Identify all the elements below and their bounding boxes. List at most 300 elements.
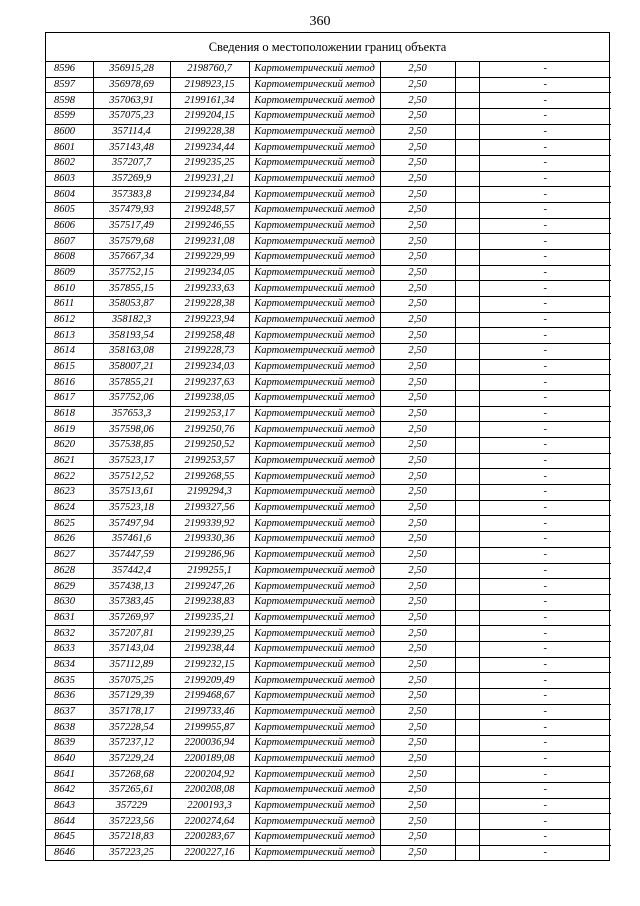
x-coordinate-cell: 357653,3: [93, 406, 170, 422]
description-cell: -: [479, 234, 611, 250]
y-coordinate-cell: 2199228,38: [170, 124, 249, 140]
x-coordinate-cell: 357063,91: [93, 93, 170, 109]
y-coordinate-cell: 2199231,21: [170, 171, 249, 187]
y-coordinate-cell: 2199232,15: [170, 657, 249, 673]
y-coordinate-cell: 2199228,38: [170, 297, 249, 313]
table-row: [46, 547, 611, 563]
description-cell: -: [479, 203, 611, 219]
point-number-cell: 8631: [46, 610, 93, 626]
accuracy-cell: 2,50: [380, 328, 455, 344]
blank-cell: [455, 124, 479, 140]
table-row: [46, 156, 611, 172]
blank-cell: [455, 626, 479, 642]
description-cell: -: [479, 93, 611, 109]
accuracy-cell: 2,50: [380, 469, 455, 485]
table-row: [46, 704, 611, 720]
accuracy-cell: 2,50: [380, 845, 455, 860]
blank-cell: [455, 798, 479, 814]
table-row: [46, 594, 611, 610]
description-cell: -: [479, 171, 611, 187]
x-coordinate-cell: 356915,28: [93, 62, 170, 77]
x-coordinate-cell: 357178,17: [93, 704, 170, 720]
y-coordinate-cell: 2200274,64: [170, 814, 249, 830]
blank-cell: [455, 641, 479, 657]
x-coordinate-cell: 357229: [93, 798, 170, 814]
description-cell: -: [479, 375, 611, 391]
table-row: [46, 344, 611, 360]
x-coordinate-cell: 357269,9: [93, 171, 170, 187]
accuracy-cell: 2,50: [380, 751, 455, 767]
x-coordinate-cell: 357114,4: [93, 124, 170, 140]
blank-cell: [455, 767, 479, 783]
blank-cell: [455, 328, 479, 344]
y-coordinate-cell: 2199238,44: [170, 641, 249, 657]
point-number-cell: 8639: [46, 735, 93, 751]
blank-cell: [455, 375, 479, 391]
point-number-cell: 8608: [46, 250, 93, 266]
accuracy-cell: 2,50: [380, 140, 455, 156]
accuracy-cell: 2,50: [380, 641, 455, 657]
method-cell: Картометрический метод: [249, 673, 380, 689]
blank-cell: [455, 62, 479, 77]
x-coordinate-cell: 357075,25: [93, 673, 170, 689]
method-cell: Картометрический метод: [249, 234, 380, 250]
method-cell: Картометрический метод: [249, 406, 380, 422]
accuracy-cell: 2,50: [380, 579, 455, 595]
y-coordinate-cell: 2199233,63: [170, 281, 249, 297]
description-cell: -: [479, 281, 611, 297]
y-coordinate-cell: 2200193,3: [170, 798, 249, 814]
x-coordinate-cell: 357218,83: [93, 829, 170, 845]
y-coordinate-cell: 2199286,96: [170, 547, 249, 563]
point-number-cell: 8621: [46, 453, 93, 469]
y-coordinate-cell: 2198760,7: [170, 62, 249, 77]
blank-cell: [455, 171, 479, 187]
method-cell: Картометрический метод: [249, 516, 380, 532]
accuracy-cell: 2,50: [380, 62, 455, 77]
method-cell: Картометрический метод: [249, 203, 380, 219]
blank-cell: [455, 563, 479, 579]
point-number-cell: 8645: [46, 829, 93, 845]
point-number-cell: 8606: [46, 218, 93, 234]
point-number-cell: 8615: [46, 359, 93, 375]
x-coordinate-cell: 357229,24: [93, 751, 170, 767]
boundary-table-frame: [45, 32, 610, 861]
description-cell: -: [479, 673, 611, 689]
accuracy-cell: 2,50: [380, 453, 455, 469]
method-cell: Картометрический метод: [249, 782, 380, 798]
description-cell: -: [479, 453, 611, 469]
x-coordinate-cell: 357442,4: [93, 563, 170, 579]
x-coordinate-cell: 357461,6: [93, 532, 170, 548]
point-number-cell: 8643: [46, 798, 93, 814]
table-row: [46, 391, 611, 407]
description-cell: -: [479, 626, 611, 642]
method-cell: Картометрический метод: [249, 563, 380, 579]
table-row: [46, 422, 611, 438]
accuracy-cell: 2,50: [380, 297, 455, 313]
y-coordinate-cell: 2200204,92: [170, 767, 249, 783]
method-cell: Картометрический метод: [249, 77, 380, 93]
description-cell: -: [479, 845, 611, 860]
method-cell: Картометрический метод: [249, 500, 380, 516]
y-coordinate-cell: 2199247,26: [170, 579, 249, 595]
description-cell: -: [479, 62, 611, 77]
x-coordinate-cell: 357265,61: [93, 782, 170, 798]
y-coordinate-cell: 2199235,25: [170, 156, 249, 172]
description-cell: -: [479, 406, 611, 422]
x-coordinate-cell: 357112,89: [93, 657, 170, 673]
blank-cell: [455, 250, 479, 266]
method-cell: Картометрический метод: [249, 281, 380, 297]
y-coordinate-cell: 2199250,76: [170, 422, 249, 438]
table-row: [46, 77, 611, 93]
accuracy-cell: 2,50: [380, 281, 455, 297]
accuracy-cell: 2,50: [380, 422, 455, 438]
accuracy-cell: 2,50: [380, 375, 455, 391]
method-cell: Картометрический метод: [249, 359, 380, 375]
table-row: [46, 626, 611, 642]
point-number-cell: 8613: [46, 328, 93, 344]
point-number-cell: 8596: [46, 62, 93, 77]
method-cell: Картометрический метод: [249, 720, 380, 736]
blank-cell: [455, 77, 479, 93]
table-row: [46, 250, 611, 266]
blank-cell: [455, 610, 479, 626]
table-title: Сведения о местоположении границ объекта: [46, 33, 609, 62]
accuracy-cell: 2,50: [380, 344, 455, 360]
description-cell: -: [479, 610, 611, 626]
blank-cell: [455, 234, 479, 250]
accuracy-cell: 2,50: [380, 626, 455, 642]
method-cell: Картометрический метод: [249, 93, 380, 109]
table-row: [46, 203, 611, 219]
x-coordinate-cell: 357438,13: [93, 579, 170, 595]
blank-cell: [455, 109, 479, 125]
x-coordinate-cell: 357855,15: [93, 281, 170, 297]
table-row: [46, 109, 611, 125]
y-coordinate-cell: 2199327,56: [170, 500, 249, 516]
y-coordinate-cell: 2199228,73: [170, 344, 249, 360]
y-coordinate-cell: 2200189,08: [170, 751, 249, 767]
description-cell: -: [479, 124, 611, 140]
accuracy-cell: 2,50: [380, 203, 455, 219]
table-row: [46, 767, 611, 783]
x-coordinate-cell: 357143,04: [93, 641, 170, 657]
method-cell: Картометрический метод: [249, 594, 380, 610]
table-row: [46, 485, 611, 501]
description-cell: -: [479, 767, 611, 783]
x-coordinate-cell: 358193,54: [93, 328, 170, 344]
accuracy-cell: 2,50: [380, 391, 455, 407]
blank-cell: [455, 673, 479, 689]
blank-cell: [455, 704, 479, 720]
point-number-cell: 8640: [46, 751, 93, 767]
method-cell: Картометрический метод: [249, 109, 380, 125]
accuracy-cell: 2,50: [380, 704, 455, 720]
blank-cell: [455, 532, 479, 548]
point-number-cell: 8599: [46, 109, 93, 125]
description-cell: -: [479, 359, 611, 375]
method-cell: Картометрический метод: [249, 626, 380, 642]
x-coordinate-cell: 357383,45: [93, 594, 170, 610]
accuracy-cell: 2,50: [380, 547, 455, 563]
description-cell: -: [479, 594, 611, 610]
point-number-cell: 8642: [46, 782, 93, 798]
method-cell: Картометрический метод: [249, 297, 380, 313]
blank-cell: [455, 485, 479, 501]
method-cell: Картометрический метод: [249, 767, 380, 783]
y-coordinate-cell: 2199955,87: [170, 720, 249, 736]
table-row: [46, 438, 611, 454]
method-cell: Картометрический метод: [249, 579, 380, 595]
description-cell: -: [479, 391, 611, 407]
blank-cell: [455, 500, 479, 516]
accuracy-cell: 2,50: [380, 594, 455, 610]
accuracy-cell: 2,50: [380, 250, 455, 266]
table-row: [46, 845, 611, 860]
blank-cell: [455, 453, 479, 469]
y-coordinate-cell: 2199339,92: [170, 516, 249, 532]
x-coordinate-cell: 357268,68: [93, 767, 170, 783]
blank-cell: [455, 156, 479, 172]
y-coordinate-cell: 2199161,34: [170, 93, 249, 109]
method-cell: Картометрический метод: [249, 814, 380, 830]
y-coordinate-cell: 2200208,08: [170, 782, 249, 798]
x-coordinate-cell: 358053,87: [93, 297, 170, 313]
point-number-cell: 8598: [46, 93, 93, 109]
point-number-cell: 8625: [46, 516, 93, 532]
page-number: 360: [309, 14, 331, 29]
blank-cell: [455, 265, 479, 281]
point-number-cell: 8605: [46, 203, 93, 219]
table-row: [46, 657, 611, 673]
blank-cell: [455, 814, 479, 830]
method-cell: Картометрический метод: [249, 171, 380, 187]
accuracy-cell: 2,50: [380, 77, 455, 93]
y-coordinate-cell: 2199229,99: [170, 250, 249, 266]
y-coordinate-cell: 2199268,55: [170, 469, 249, 485]
point-number-cell: 8617: [46, 391, 93, 407]
point-number-cell: 8610: [46, 281, 93, 297]
point-number-cell: 8644: [46, 814, 93, 830]
y-coordinate-cell: 2199330,36: [170, 532, 249, 548]
accuracy-cell: 2,50: [380, 798, 455, 814]
description-cell: -: [479, 187, 611, 203]
accuracy-cell: 2,50: [380, 124, 455, 140]
description-cell: -: [479, 328, 611, 344]
y-coordinate-cell: 2199250,52: [170, 438, 249, 454]
y-coordinate-cell: 2199238,83: [170, 594, 249, 610]
method-cell: Картометрический метод: [249, 751, 380, 767]
table-row: [46, 453, 611, 469]
method-cell: Картометрический метод: [249, 704, 380, 720]
table-row: [46, 720, 611, 736]
blank-cell: [455, 422, 479, 438]
blank-cell: [455, 312, 479, 328]
y-coordinate-cell: 2199733,46: [170, 704, 249, 720]
y-coordinate-cell: 2200036,94: [170, 735, 249, 751]
method-cell: Картометрический метод: [249, 422, 380, 438]
boundary-table: [46, 62, 611, 860]
table-row: [46, 798, 611, 814]
accuracy-cell: 2,50: [380, 532, 455, 548]
description-cell: -: [479, 140, 611, 156]
accuracy-cell: 2,50: [380, 218, 455, 234]
table-row: [46, 751, 611, 767]
blank-cell: [455, 782, 479, 798]
blank-cell: [455, 594, 479, 610]
table-row: [46, 782, 611, 798]
point-number-cell: 8614: [46, 344, 93, 360]
accuracy-cell: 2,50: [380, 657, 455, 673]
table-row: [46, 171, 611, 187]
table-row: [46, 563, 611, 579]
method-cell: Картометрический метод: [249, 610, 380, 626]
description-cell: -: [479, 438, 611, 454]
method-cell: Картометрический метод: [249, 218, 380, 234]
description-cell: -: [479, 516, 611, 532]
point-number-cell: 8602: [46, 156, 93, 172]
blank-cell: [455, 469, 479, 485]
point-number-cell: 8609: [46, 265, 93, 281]
accuracy-cell: 2,50: [380, 814, 455, 830]
description-cell: -: [479, 735, 611, 751]
blank-cell: [455, 187, 479, 203]
y-coordinate-cell: 2198923,15: [170, 77, 249, 93]
x-coordinate-cell: 357383,8: [93, 187, 170, 203]
point-number-cell: 8611: [46, 297, 93, 313]
method-cell: Картометрический метод: [249, 453, 380, 469]
table-row: [46, 187, 611, 203]
table-row: [46, 218, 611, 234]
blank-cell: [455, 579, 479, 595]
blank-cell: [455, 140, 479, 156]
accuracy-cell: 2,50: [380, 485, 455, 501]
x-coordinate-cell: 357207,7: [93, 156, 170, 172]
method-cell: Картометрический метод: [249, 156, 380, 172]
accuracy-cell: 2,50: [380, 563, 455, 579]
point-number-cell: 8618: [46, 406, 93, 422]
x-coordinate-cell: 357143,48: [93, 140, 170, 156]
blank-cell: [455, 391, 479, 407]
method-cell: Картометрический метод: [249, 688, 380, 704]
table-row: [46, 532, 611, 548]
x-coordinate-cell: 357497,94: [93, 516, 170, 532]
method-cell: Картометрический метод: [249, 312, 380, 328]
point-number-cell: 8646: [46, 845, 93, 860]
table-row: [46, 93, 611, 109]
x-coordinate-cell: 357855,21: [93, 375, 170, 391]
y-coordinate-cell: 2199237,63: [170, 375, 249, 391]
table-row: [46, 140, 611, 156]
accuracy-cell: 2,50: [380, 500, 455, 516]
point-number-cell: 8612: [46, 312, 93, 328]
y-coordinate-cell: 2199239,25: [170, 626, 249, 642]
method-cell: Картометрический метод: [249, 375, 380, 391]
table-row: [46, 359, 611, 375]
table-row: [46, 124, 611, 140]
point-number-cell: 8626: [46, 532, 93, 548]
x-coordinate-cell: 357129,39: [93, 688, 170, 704]
accuracy-cell: 2,50: [380, 156, 455, 172]
method-cell: Картометрический метод: [249, 187, 380, 203]
accuracy-cell: 2,50: [380, 516, 455, 532]
y-coordinate-cell: 2199238,05: [170, 391, 249, 407]
method-cell: Картометрический метод: [249, 265, 380, 281]
accuracy-cell: 2,50: [380, 610, 455, 626]
table-row: [46, 328, 611, 344]
y-coordinate-cell: 2199204,15: [170, 109, 249, 125]
x-coordinate-cell: 357752,15: [93, 265, 170, 281]
method-cell: Картометрический метод: [249, 391, 380, 407]
method-cell: Картометрический метод: [249, 469, 380, 485]
method-cell: Картометрический метод: [249, 250, 380, 266]
table-row: [46, 610, 611, 626]
point-number-cell: 8637: [46, 704, 93, 720]
description-cell: -: [479, 77, 611, 93]
blank-cell: [455, 657, 479, 673]
description-cell: -: [479, 547, 611, 563]
y-coordinate-cell: 2199231,08: [170, 234, 249, 250]
blank-cell: [455, 281, 479, 297]
description-cell: -: [479, 579, 611, 595]
description-cell: -: [479, 422, 611, 438]
method-cell: Картометрический метод: [249, 547, 380, 563]
y-coordinate-cell: 2199258,48: [170, 328, 249, 344]
accuracy-cell: 2,50: [380, 109, 455, 125]
point-number-cell: 8635: [46, 673, 93, 689]
x-coordinate-cell: 357075,23: [93, 109, 170, 125]
point-number-cell: 8641: [46, 767, 93, 783]
description-cell: -: [479, 469, 611, 485]
method-cell: Картометрический метод: [249, 485, 380, 501]
description-cell: -: [479, 344, 611, 360]
point-number-cell: 8616: [46, 375, 93, 391]
table-row: [46, 469, 611, 485]
table-row: [46, 312, 611, 328]
table-row: [46, 814, 611, 830]
y-coordinate-cell: 2200283,67: [170, 829, 249, 845]
method-cell: Картометрический метод: [249, 140, 380, 156]
table-row: [46, 281, 611, 297]
x-coordinate-cell: 357513,61: [93, 485, 170, 501]
x-coordinate-cell: 357269,97: [93, 610, 170, 626]
description-cell: -: [479, 156, 611, 172]
method-cell: Картометрический метод: [249, 798, 380, 814]
accuracy-cell: 2,50: [380, 312, 455, 328]
x-coordinate-cell: 358182,3: [93, 312, 170, 328]
accuracy-cell: 2,50: [380, 735, 455, 751]
blank-cell: [455, 720, 479, 736]
x-coordinate-cell: 357523,18: [93, 500, 170, 516]
description-cell: -: [479, 265, 611, 281]
accuracy-cell: 2,50: [380, 829, 455, 845]
x-coordinate-cell: 357512,52: [93, 469, 170, 485]
point-number-cell: 8597: [46, 77, 93, 93]
description-cell: -: [479, 798, 611, 814]
x-coordinate-cell: 358007,21: [93, 359, 170, 375]
method-cell: Картометрический метод: [249, 124, 380, 140]
blank-cell: [455, 688, 479, 704]
blank-cell: [455, 297, 479, 313]
x-coordinate-cell: 357523,17: [93, 453, 170, 469]
method-cell: Картометрический метод: [249, 438, 380, 454]
point-number-cell: 8638: [46, 720, 93, 736]
description-cell: -: [479, 109, 611, 125]
table-row: [46, 688, 611, 704]
point-number-cell: 8607: [46, 234, 93, 250]
